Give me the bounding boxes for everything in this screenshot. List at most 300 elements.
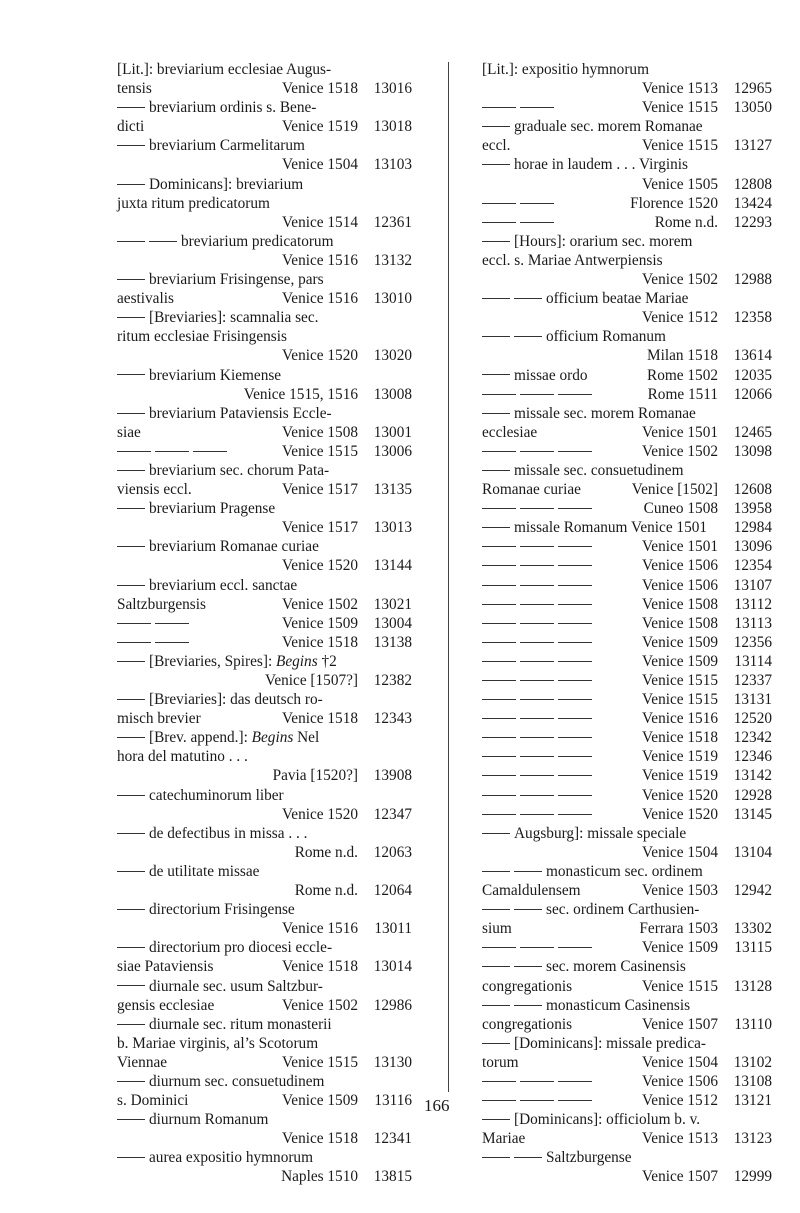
ditto-dash	[117, 947, 145, 948]
ditto-dash	[482, 718, 516, 719]
entry-title-cont: Nel	[293, 729, 320, 747]
page-number: 166	[424, 1096, 450, 1115]
catalog-number: 13116	[374, 1092, 412, 1110]
index-entry-line	[482, 1148, 772, 1167]
index-entry-line	[482, 843, 772, 862]
ditto-dash	[482, 737, 516, 738]
imprint: Venice 1502	[281, 595, 358, 613]
entry-title: missale Romanum Venice 1501	[514, 519, 708, 537]
catalog-number: 13102	[733, 1053, 772, 1071]
ditto-dash	[558, 565, 592, 566]
imprint: Venice 1518	[641, 729, 718, 747]
ditto-dash	[482, 966, 510, 967]
imprint: Venice 1518	[281, 80, 358, 98]
entry-title: Mariae	[482, 1130, 526, 1148]
catalog-number: 12063	[373, 843, 412, 861]
imprint: Venice 1520	[641, 786, 718, 804]
catalog-number: 13011	[374, 920, 412, 938]
catalog-number: 13006	[373, 442, 412, 460]
ditto-dash	[117, 413, 145, 414]
imprint: Venice 1515	[641, 977, 718, 995]
imprint: Venice 1515	[641, 672, 718, 689]
imprint: Venice 1518	[281, 1130, 358, 1148]
catalog-number: 13013	[373, 519, 412, 537]
catalog-number: 12520	[733, 710, 772, 728]
ditto-dash	[117, 699, 145, 700]
catalog-number: 12341	[373, 1130, 412, 1148]
ditto-dash	[117, 1157, 145, 1158]
entry-title: [Breviaries]: scamnalia sec.	[149, 309, 319, 327]
index-entry-line	[482, 117, 772, 136]
ditto-dash	[482, 756, 516, 757]
index-entry-line	[117, 1034, 412, 1053]
ditto-dash	[117, 909, 145, 910]
catalog-number: 12999	[733, 1168, 772, 1186]
index-entry-line	[117, 1072, 412, 1091]
entry-title: siae	[117, 423, 141, 441]
entry-title: officium Romanum	[546, 328, 666, 346]
index-entry-line	[117, 98, 412, 117]
imprint: Venice 1515	[641, 99, 718, 117]
catalog-number: 12066	[733, 385, 772, 403]
ditto-dash	[558, 508, 592, 509]
catalog-number: 12346	[733, 748, 772, 766]
index-entry-line	[482, 977, 772, 996]
index-entry-line	[482, 79, 772, 98]
entry-title: [Dominicans]: missale predica-	[514, 1034, 706, 1052]
entry-title: Camaldulensem	[482, 882, 581, 900]
entry-title: Dominicans]: breviarium	[149, 175, 304, 193]
ditto-dash	[482, 336, 510, 337]
entry-title: congregationis	[482, 977, 573, 995]
ditto-dash	[520, 661, 554, 662]
ditto-dash	[482, 508, 516, 509]
catalog-number: 13128	[733, 977, 772, 995]
ditto-dash	[520, 546, 554, 547]
ditto-dash	[482, 814, 516, 815]
index-entry-line	[117, 862, 412, 881]
entry-title-italic: Begins	[276, 652, 318, 670]
ditto-dash	[117, 374, 145, 375]
imprint: Rome n.d.	[294, 843, 358, 861]
ditto-dash	[558, 585, 592, 586]
index-entry-line	[482, 442, 772, 461]
ditto-dash	[520, 1081, 554, 1082]
entry-title: s. Dominici	[117, 1092, 189, 1110]
entry-title: eccl. s. Mariae Antwerpiensis	[482, 251, 663, 269]
ditto-dash	[520, 508, 554, 509]
index-entry-line	[117, 614, 412, 633]
index-entry-line	[117, 576, 412, 595]
imprint: Venice 1507	[641, 1168, 718, 1186]
entry-title: breviarium Pataviensis Eccle-	[149, 404, 332, 422]
catalog-number: 13108	[733, 1072, 772, 1090]
imprint: Venice 1520	[281, 347, 358, 365]
catalog-number: 12942	[733, 882, 772, 900]
imprint: Venice 1515, 1516	[243, 385, 358, 403]
catalog-number: 13145	[733, 805, 772, 823]
ditto-dash	[117, 508, 145, 509]
ditto-dash	[514, 909, 542, 910]
index-entry-line	[482, 423, 772, 442]
index-entry-line	[482, 1129, 772, 1148]
ditto-dash	[193, 451, 227, 452]
entry-title: [Dominicans]: officiolum b. v.	[514, 1111, 701, 1129]
ditto-dash	[482, 126, 510, 127]
ditto-dash	[482, 413, 510, 414]
index-entry-line	[482, 728, 772, 747]
ditto-dash	[117, 871, 145, 872]
index-entry-line	[117, 385, 412, 404]
catalog-number: 12064	[373, 882, 412, 900]
index-entry-line	[117, 213, 412, 232]
catalog-number: 12347	[373, 805, 412, 823]
index-entry-line	[482, 576, 772, 595]
entry-title: [Lit.]: expositio hymnorum	[482, 61, 649, 78]
entry-title: breviarium sec. chorum Pata-	[149, 461, 330, 479]
imprint: Rome n.d.	[654, 213, 718, 231]
catalog-number: 12465	[733, 423, 772, 441]
ditto-dash	[520, 642, 554, 643]
ditto-dash	[117, 661, 145, 662]
index-entry-line	[482, 346, 772, 365]
index-entry-line	[117, 805, 412, 824]
index-entry-line	[117, 957, 412, 976]
ditto-dash	[520, 203, 554, 204]
imprint: Venice 1514	[281, 213, 358, 231]
entry-title: directorium Frisingense	[149, 901, 295, 919]
entry-title: eccl.	[482, 137, 511, 155]
entry-title: siae Pataviensis	[117, 958, 214, 976]
ditto-dash	[482, 164, 510, 165]
imprint: Venice [1502]	[631, 481, 718, 499]
index-entry-line	[117, 595, 412, 614]
ditto-dash	[558, 642, 592, 643]
catalog-number: 13018	[373, 118, 412, 136]
index-entry-line	[482, 938, 772, 957]
index-entry-line	[482, 1091, 772, 1110]
catalog-number: 13614	[733, 347, 772, 365]
catalog-number: 13115	[734, 939, 772, 957]
index-entry-line	[117, 786, 412, 805]
index-entry-line	[117, 175, 412, 194]
imprint: Venice 1519	[641, 767, 718, 785]
imprint: Venice 1509	[641, 939, 718, 957]
imprint: Venice 1501	[641, 538, 718, 556]
ditto-dash	[482, 680, 516, 681]
index-entry-line	[117, 938, 412, 957]
column-divider	[448, 62, 449, 1092]
ditto-dash	[117, 184, 145, 185]
imprint: Venice 1501	[641, 423, 718, 441]
index-entry-line	[117, 194, 412, 213]
catalog-number: 12965	[733, 80, 772, 98]
catalog-number: 13050	[733, 99, 772, 117]
catalog-number: 13908	[373, 767, 412, 785]
ditto-dash	[117, 1119, 145, 1120]
index-entry-line	[117, 289, 412, 308]
ditto-dash	[558, 623, 592, 624]
imprint: Venice 1520	[281, 805, 358, 823]
catalog-number: 13021	[373, 595, 412, 613]
catalog-number: 12337	[733, 672, 772, 689]
ditto-dash	[514, 336, 542, 337]
index-entry-line	[482, 385, 772, 404]
catalog-number: 13121	[733, 1092, 772, 1110]
ditto-dash	[520, 585, 554, 586]
index-entry-line	[117, 232, 412, 251]
entry-title: breviarium Pragense	[149, 500, 276, 518]
index-entry-line	[482, 232, 772, 251]
entry-title: Viennae	[117, 1053, 168, 1071]
ditto-dash	[482, 947, 516, 948]
imprint: Rome n.d.	[294, 882, 358, 900]
imprint: Venice 1502	[641, 442, 718, 460]
index-entry-line	[482, 595, 772, 614]
index-entry-line	[482, 1053, 772, 1072]
ditto-dash	[520, 222, 554, 223]
ditto-dash	[520, 795, 554, 796]
imprint: Venice 1516	[281, 920, 358, 938]
catalog-number: 12358	[733, 309, 772, 327]
catalog-number: 13103	[373, 156, 412, 174]
index-entry-line	[482, 1072, 772, 1091]
catalog-number: 12356	[733, 633, 772, 651]
entry-title-cont: †2	[317, 652, 337, 670]
index-entry-line	[117, 1129, 412, 1148]
index-entry-line	[117, 518, 412, 537]
entry-title: sec. morem Casinensis	[546, 958, 686, 976]
index-entry-line	[482, 652, 772, 671]
index-entry-line	[482, 633, 772, 652]
catalog-number: 12382	[373, 672, 412, 689]
entry-title: Augsburg]: missale speciale	[514, 824, 687, 842]
ditto-dash	[482, 298, 510, 299]
index-entry-line	[117, 366, 412, 385]
index-entry-line	[482, 155, 772, 174]
ditto-dash	[520, 947, 554, 948]
catalog-number: 13112	[734, 595, 772, 613]
ditto-dash	[482, 795, 516, 796]
ditto-dash	[558, 661, 592, 662]
imprint: Venice 1508	[641, 614, 718, 632]
index-entry-line	[117, 709, 412, 728]
entry-title: diurnum sec. consuetudinem	[149, 1072, 325, 1090]
catalog-number: 12293	[733, 213, 772, 231]
imprint: Venice 1513	[641, 1130, 718, 1148]
catalog-number: 13138	[373, 633, 412, 651]
ditto-dash	[520, 814, 554, 815]
index-entry-line	[482, 900, 772, 919]
index-entry-line	[117, 671, 412, 690]
entry-title: catechuminorum liber	[149, 786, 284, 804]
entry-title: de utilitate missae	[149, 862, 260, 880]
catalog-number: 13110	[734, 1015, 772, 1033]
index-entry-line	[482, 671, 772, 690]
imprint: Venice 1506	[641, 576, 718, 594]
index-entry-line	[482, 957, 772, 976]
ditto-dash	[482, 1005, 510, 1006]
catalog-number: 13001	[373, 423, 412, 441]
catalog-number: 13016	[373, 80, 412, 98]
entry-title: breviarium predicatorum	[181, 232, 334, 250]
imprint: Venice 1509	[281, 614, 358, 632]
entry-title: misch brevier	[117, 710, 201, 728]
ditto-dash	[155, 451, 189, 452]
ditto-dash	[482, 1043, 510, 1044]
ditto-dash	[482, 241, 510, 242]
entry-title: dicti	[117, 118, 145, 136]
ditto-dash	[558, 775, 592, 776]
entry-title: [Breviaries]: das deutsch ro-	[149, 691, 323, 709]
ditto-dash	[117, 623, 151, 624]
entry-title: monasticum Casinensis	[546, 996, 691, 1014]
index-entry-line	[117, 1015, 412, 1034]
ditto-dash	[558, 394, 592, 395]
ditto-dash	[482, 699, 516, 700]
ditto-dash	[117, 279, 145, 280]
entry-title: [Hours]: orarium sec. morem	[514, 232, 693, 250]
ditto-dash	[117, 241, 145, 242]
ditto-dash	[482, 565, 516, 566]
index-entry-line	[117, 633, 412, 652]
index-entry-line	[482, 518, 772, 537]
entry-title: breviarium Frisingense, pars	[149, 271, 324, 289]
catalog-number: 12808	[733, 175, 772, 193]
ditto-dash	[558, 546, 592, 547]
ditto-dash	[117, 585, 145, 586]
imprint: Venice 1504	[641, 1053, 718, 1071]
index-entry-line	[117, 461, 412, 480]
ditto-dash	[482, 642, 516, 643]
index-entry-line	[482, 786, 772, 805]
index-entry-line	[117, 824, 412, 843]
entry-title: diurnale sec. ritum monasterii	[149, 1015, 332, 1033]
index-entry-line	[482, 327, 772, 346]
imprint: Venice 1516	[641, 710, 718, 728]
index-entry-line	[482, 213, 772, 232]
catalog-number: 13104	[733, 843, 772, 861]
imprint: Venice 1506	[641, 1072, 718, 1090]
catalog-number: 12988	[733, 271, 772, 289]
catalog-number: 12984	[733, 519, 772, 537]
entry-title: gensis ecclesiae	[117, 996, 215, 1014]
entry-title: missale sec. consuetudinem	[514, 461, 684, 479]
index-entry-line	[482, 366, 772, 385]
ditto-dash	[117, 317, 145, 318]
ditto-dash	[514, 1157, 542, 1158]
ditto-dash	[558, 604, 592, 605]
index-entry-line	[482, 289, 772, 308]
entry-title-italic: Begins	[251, 729, 294, 747]
ditto-dash	[514, 871, 542, 872]
index-entry-line	[482, 709, 772, 728]
imprint: Venice 1506	[641, 557, 718, 575]
index-entry-line	[482, 1110, 772, 1129]
imprint: Rome 1511	[647, 385, 718, 403]
index-entry-line	[482, 805, 772, 824]
entry-title: diurnum Romanum	[149, 1111, 269, 1129]
index-entry-line	[117, 537, 412, 556]
imprint: Venice 1503	[641, 882, 718, 900]
index-entry-line	[482, 461, 772, 480]
imprint: Florence 1520	[630, 194, 718, 212]
index-entry-line	[117, 117, 412, 136]
index-entry-line	[482, 404, 772, 423]
ditto-dash	[558, 1100, 592, 1101]
index-entry-line	[482, 251, 772, 270]
ditto-dash	[520, 451, 554, 452]
ditto-dash	[558, 699, 592, 700]
ditto-dash	[117, 107, 145, 108]
catalog-number: 12986	[373, 996, 412, 1014]
index-entry-line	[482, 194, 772, 213]
ditto-dash	[482, 833, 510, 834]
imprint: Venice 1520	[281, 557, 358, 575]
ditto-dash	[117, 546, 145, 547]
catalog-number: 12928	[733, 786, 772, 804]
catalog-number: 13010	[373, 290, 412, 308]
catalog-number: 13114	[734, 652, 772, 670]
index-entry-line	[482, 766, 772, 785]
index-entry-line	[117, 442, 412, 461]
imprint: Pavia [1520?]	[272, 767, 358, 785]
catalog-number: 13123	[733, 1130, 772, 1148]
ditto-dash	[520, 1100, 554, 1101]
entry-title: breviarium eccl. sanctae	[149, 576, 298, 594]
catalog-number: 13135	[373, 481, 412, 499]
index-entry-line	[117, 251, 412, 270]
ditto-dash	[558, 718, 592, 719]
index-entry-line	[117, 1110, 412, 1129]
imprint: Venice 1515	[281, 1053, 358, 1071]
index-entry-line	[117, 60, 412, 79]
index-entry-line	[117, 881, 412, 900]
index-entry-line	[117, 308, 412, 327]
ditto-dash	[482, 871, 510, 872]
ditto-dash	[117, 1081, 145, 1082]
imprint: Venice 1505	[641, 175, 718, 193]
ditto-dash	[117, 985, 145, 986]
ditto-dash	[558, 1081, 592, 1082]
catalog-number: 13815	[373, 1168, 412, 1186]
ditto-dash	[117, 737, 145, 738]
imprint: Venice 1502	[281, 996, 358, 1014]
entry-title: missale sec. morem Romanae	[514, 404, 696, 422]
imprint: Venice 1518	[281, 710, 358, 728]
ditto-dash	[117, 1024, 145, 1025]
catalog-number: 13113	[734, 614, 772, 632]
entry-title: juxta ritum predicatorum	[117, 194, 270, 212]
imprint: Venice 1507	[641, 1015, 718, 1033]
index-entry-line	[482, 175, 772, 194]
index-entry-line	[482, 60, 772, 79]
index-entry-line	[482, 614, 772, 633]
entry-title: aurea expositio hymnorum	[149, 1149, 313, 1167]
entry-title: Romanae curiae	[482, 481, 581, 499]
index-entry-line	[482, 1015, 772, 1034]
ditto-dash	[482, 394, 516, 395]
imprint: Venice 1516	[281, 251, 358, 269]
ditto-dash	[482, 775, 516, 776]
left-column	[117, 60, 412, 1187]
entry-title: [Breviaries, Spires]:	[149, 652, 277, 670]
ditto-dash	[482, 1157, 510, 1158]
index-entry-line	[117, 652, 412, 671]
imprint: Venice 1517	[281, 519, 358, 537]
ditto-dash	[117, 451, 151, 452]
ditto-dash	[117, 470, 145, 471]
